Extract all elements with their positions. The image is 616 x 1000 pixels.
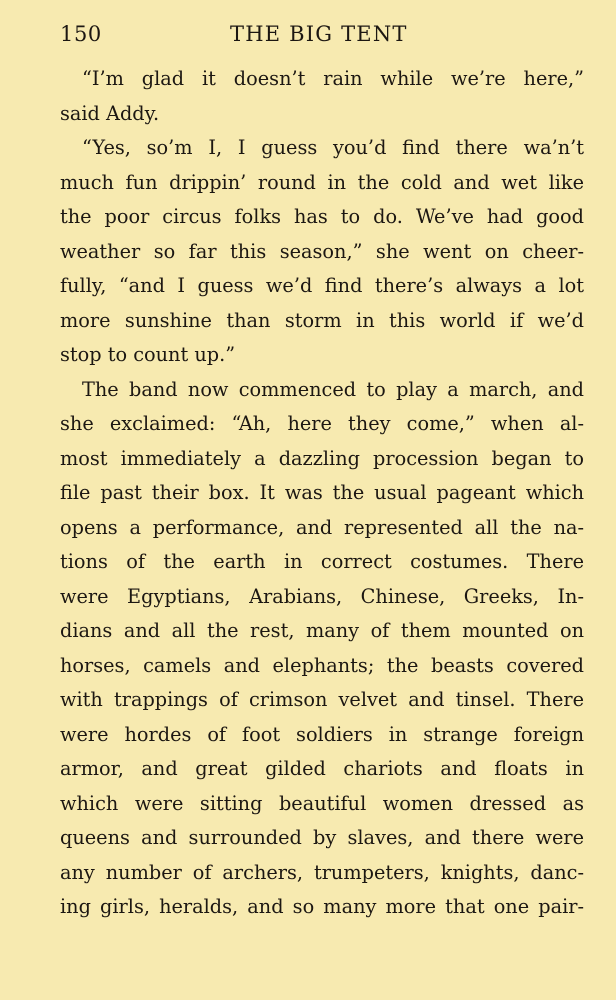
text-line: were hordes of foot soldiers in strange foreign [60,722,584,746]
running-head [0,22,616,52]
text-line: any number of archers, trumpeters, knights, danc- [60,860,584,884]
text-line: opens a performance, and represented all the na- [60,515,584,539]
text-line: queens and surrounded by slaves, and there were [60,826,584,849]
text-line: much fun drippin’ round in the cold and wet like [60,170,584,194]
text-line: The band now commenced to play a march, and [82,377,584,401]
text-line: said Addy. [60,101,160,125]
text-line: armor, and great gilded chariots and floats in [60,757,584,780]
text-line: more sunshine than storm in this world if we’d [60,308,584,332]
text-line: file past their box. It was the usual pageant which [60,481,584,504]
text-line: with trappings of crimson velvet and tinsel. There [60,688,584,711]
text-line: tions of the earth in correct costumes. There [60,550,584,573]
page-number: 150 [60,22,102,46]
text-line: ing girls, heralds, and so many more that one pair- [60,895,584,918]
running-title: THE BIG TENT [230,22,408,46]
text-line: horses, camels and elephants; the beasts covered [60,653,584,677]
text-line: “Yes, so’m I, I guess you’d find there wa’n’t [82,136,584,159]
text-line: fully, “and I guess we’d find there’s always a lot [60,274,584,297]
text-line: the poor circus folks has to do. We’ve had good [60,205,584,228]
text-line: most immediately a dazzling procession began to [60,446,584,470]
text-line: were Egyptians, Arabians, Chinese, Greeks, In- [60,584,584,608]
text-line: dians and all the rest, many of them mounted on [60,619,584,642]
text-line: stop to count up.” [60,343,236,366]
text-line: “I’m glad it doesn’t rain while we’re here,” [82,67,584,90]
text-line: which were sitting beautiful women dressed as [60,791,584,815]
text-line: she exclaimed: “Ah, here they come,” when al- [60,412,584,435]
text-line: weather so far this season,” she went on cheer- [60,239,584,263]
body-text [60,62,584,925]
